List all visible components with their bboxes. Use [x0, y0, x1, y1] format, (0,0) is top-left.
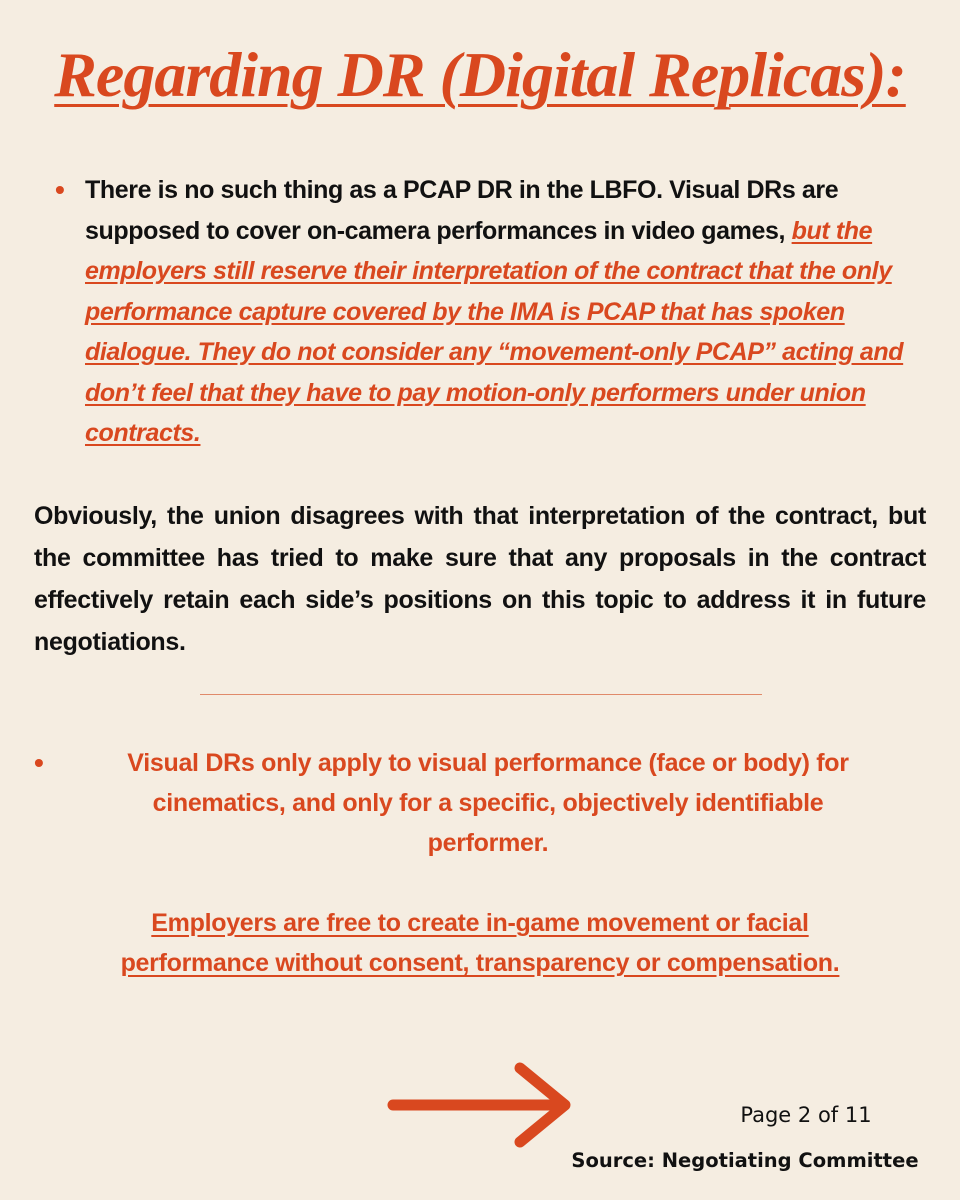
bullet-plain-text: There is no such thing as a PCAP DR in the LBFO. Visual DRs are supposed to cover on-camera performances in video games,	[85, 176, 839, 245]
source-credit: Source: Negotiating Committee	[571, 1149, 919, 1172]
page-title: Regarding DR (Digital Replicas):	[54, 39, 906, 110]
union-position-paragraph: Obviously, the union disagrees with that interpretation of the contract, but the committee has tried to make sure that any proposals in the contract effectively retain each side’s positions on this topic to address it in future negotiations.	[34, 502, 926, 656]
bullet-text	[85, 170, 925, 454]
employer-freedom-statement	[0, 903, 960, 983]
bullet-highlight-text: but the employers still reserve their interpretation of the contract that the only performance capture covered by the IMA is PCAP that has spoken dialogue. They do not consider any “movement-only PCAP” acting and don’t feel that they have to pay motion-only performers under union contracts.	[85, 216, 904, 447]
page-number: Page 2 of 11	[740, 1103, 872, 1127]
statement-line-1: Employers are free to create in-game movement or facial	[151, 909, 809, 937]
bullet-marker: •	[55, 174, 65, 205]
bullet-visual-dr	[34, 743, 926, 863]
bullet-marker: •	[34, 747, 44, 778]
section-divider	[200, 694, 762, 695]
arrow-right-icon[interactable]	[385, 1060, 580, 1150]
statement-line-2: performance without consent, transparency or compensation.	[120, 949, 840, 977]
bullet-pcap-dr	[55, 170, 925, 454]
bullet-text: Visual DRs only apply to visual performance (face or body) for cinematics, and only for a specific, objectively identifiable performer.	[127, 749, 849, 857]
